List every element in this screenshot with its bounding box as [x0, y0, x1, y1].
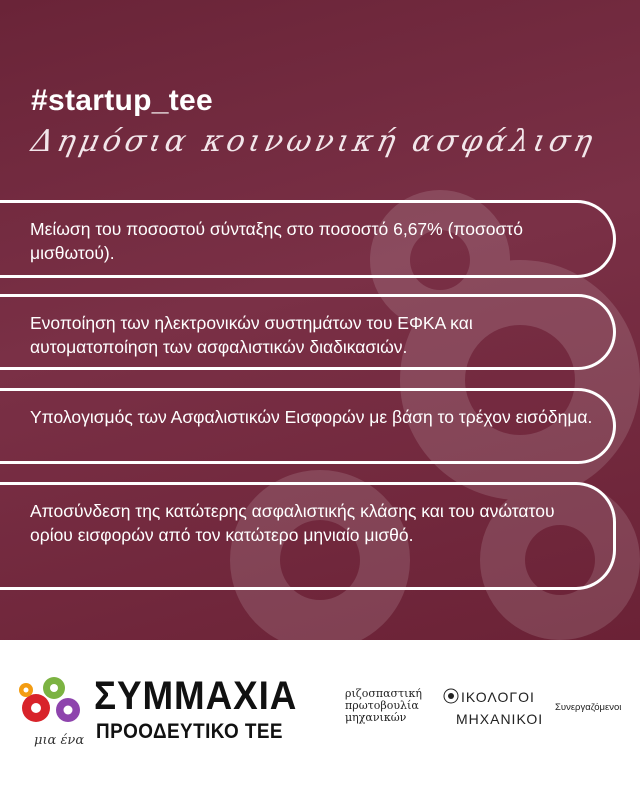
brand-subtitle: ΠΡΟΟΔΕΥΤΙΚΟ ΤΕΕ — [96, 720, 283, 743]
brand-title: ΣΥΜΜΑΧΙΑ — [94, 674, 298, 718]
partner-logo-text-2b: ΜΗΧΑΝΙΚΟΙ — [456, 711, 544, 727]
ecologist-engineers-emblem-icon — [443, 688, 459, 704]
point-card-2 — [0, 294, 616, 370]
partner-logo-text-1: ριζοσπαστική πρωτοβουλία μηχανικών — [345, 687, 422, 724]
handwritten-subtitle: Δημόσια κοινωνική ασφάλιση — [28, 124, 600, 159]
point-card-text: Μείωση του ποσοστού σύνταξης στο ποσοστό 6,67% (ποσοστό μισθωτού). — [30, 219, 523, 263]
point-card-1 — [0, 200, 616, 278]
point-card-4 — [0, 482, 616, 590]
point-card-text: Αποσύνδεση της κατώτερης ασφαλιστικής κλάσης και του ανώτατου ορίου εισφορών από τον κατώτερο μηνιαίο μισθό. — [30, 501, 555, 545]
point-card-3 — [0, 388, 616, 464]
partner-logo-text-2a: ΙΚΟΛΟΓΟΙ — [461, 689, 535, 705]
coalition-gears-logo-icon — [16, 670, 86, 732]
point-card-text: Υπολογισμός των Ασφαλιστικών Εισφορών με βάση το τρέχον εισόδημα. — [30, 407, 593, 427]
hashtag-title: #startup_tee — [31, 84, 214, 117]
cooperating-label: Συνεργαζόμενοι — [555, 702, 622, 713]
logo-tagline: μια ένα — [34, 733, 85, 748]
point-card-text: Ενοποίηση των ηλεκτρονικών συστημάτων του ΕΦΚΑ και αυτοματοποίηση των ασφαλιστικών διαδικασιών. — [30, 313, 473, 357]
